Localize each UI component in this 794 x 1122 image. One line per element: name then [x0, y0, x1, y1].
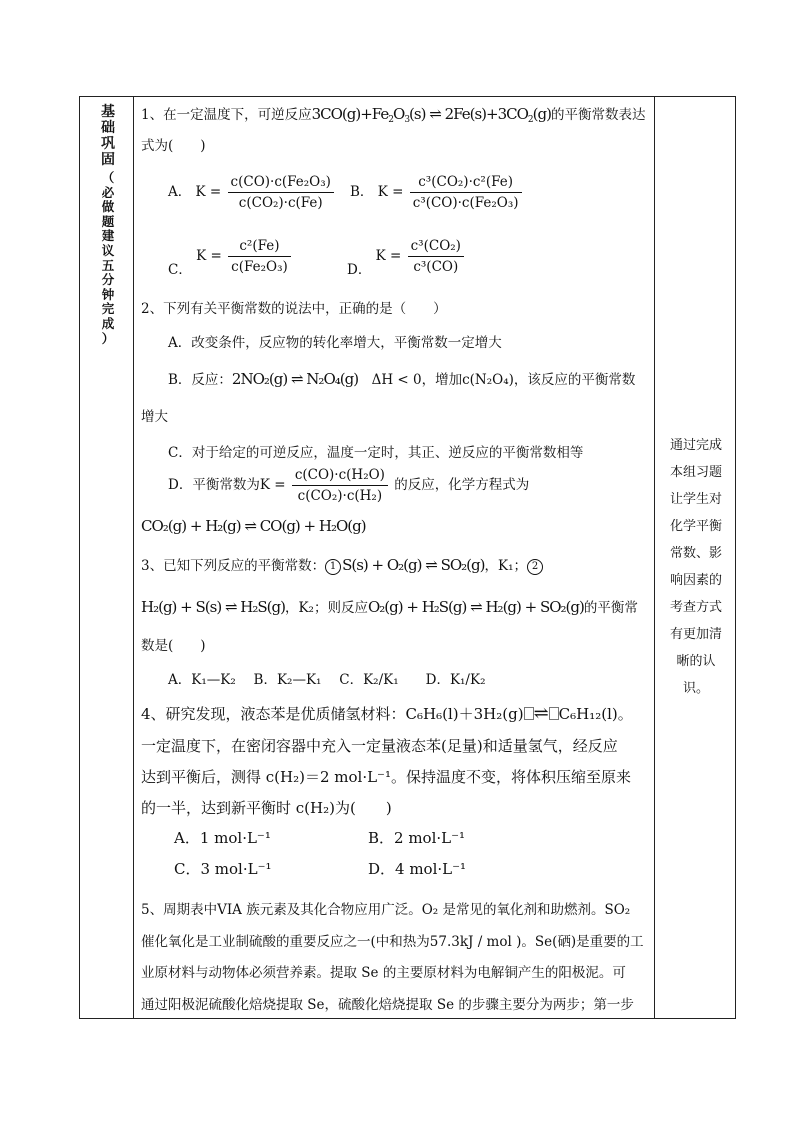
fraction-bar — [228, 192, 334, 193]
note-line: 响因素的 — [669, 573, 722, 588]
option-label: D． — [347, 262, 372, 278]
section-subtitle-char: 议 — [101, 242, 115, 258]
note-line: 晰的认 — [676, 654, 716, 669]
numerator: c³(CO₂)·c²(Fe) — [418, 174, 513, 190]
q4-stem-line1 — [141, 705, 633, 723]
denominator: c³(CO) — [413, 259, 459, 275]
q5-stem-line3: 业原材料与动物体必须营养素。提取 Se 的主要原材料为电解铜产生的阳极泥。可 — [141, 965, 626, 981]
column-divider-left — [133, 96, 134, 1019]
q2-option-d[interactable] — [168, 466, 529, 505]
q2-option-d-fraction — [292, 466, 388, 505]
equilibrium-arrow-icon: ⇌ — [533, 703, 549, 724]
q4-stem-line2: 一定温度下，在密闭容器中充入一定量液态苯(足量)和适量氢气，经反应 — [141, 737, 618, 755]
note-line: 考查方式 — [669, 600, 722, 615]
q1-option-d[interactable] — [347, 237, 466, 276]
equilibrium-arrow-icon: ⇌ — [429, 105, 441, 123]
q1-plus: + — [486, 105, 498, 123]
section-subtitle-char: 建 — [101, 228, 115, 244]
q3-equation-1: S(s) + O₂(g) ⇌ SO₂(g) — [342, 556, 485, 574]
note-line: 本组习题 — [669, 465, 722, 480]
denominator: c(Fe₂O₃) — [231, 259, 288, 275]
missing-glyph-icon — [524, 707, 534, 720]
q2-option-d-equation: CO₂(g) + H₂(g) ⇌ CO(g) + H₂O(g) — [141, 517, 366, 535]
option-text: ，增加c(N₂O₄)，该反应的平衡常数 — [421, 372, 636, 388]
q1-reactant1: 3CO(g) — [311, 105, 361, 123]
note-line: 化学平衡 — [669, 519, 722, 534]
q5-stem-line4: 通过阳极泥硫酸化焙烧提取 Se，硫酸化焙烧提取 Se 的步骤主要分为两步；第一步 — [141, 997, 634, 1013]
q1-r2-sub1: 2 — [388, 115, 393, 125]
note-line: 通过完成 — [669, 438, 722, 453]
section-subtitle — [97, 171, 119, 346]
circled-number-2: 2 — [527, 559, 543, 575]
q1-plus: + — [360, 105, 372, 123]
q1-option-a[interactable] — [168, 173, 336, 212]
fraction-bar — [410, 192, 522, 193]
option-label: B． — [350, 184, 374, 200]
q1-stem-text: 1、在一定温度下，可逆反应 — [141, 107, 312, 123]
denominator: c(CO₂)·c(Fe) — [238, 195, 323, 211]
section-title-char: 基 — [101, 104, 115, 120]
k-symbol: K = — [196, 248, 222, 264]
column-divider-right — [654, 96, 655, 1019]
note-line: 识。 — [682, 681, 709, 696]
missing-glyph-icon — [549, 707, 559, 720]
section-subtitle-char: ） — [101, 330, 115, 346]
option-label: C． — [168, 262, 192, 278]
k-symbol: K = — [375, 248, 402, 264]
k-symbol: K = — [195, 184, 222, 200]
q2-b-equation: 2NO₂(g) ⇌ N₂O₄(g) — [231, 370, 359, 388]
q4-option-c[interactable]: C．3 mol·L⁻¹ — [174, 860, 272, 878]
q1-p2-sub: 2 — [527, 115, 533, 125]
section-title-char: 巩 — [101, 136, 115, 152]
q5-stem-line1: 5、周期表中VIA 族元素及其化合物应用广泛。O₂ 是常见的氧化剂和助燃剂。SO₂ — [141, 902, 631, 918]
section-subtitle-char: （ — [101, 170, 115, 185]
q1-option-c-fraction — [228, 237, 291, 276]
q3-equation-2: H₂(g) + S(s) ⇌ H₂S(g) — [141, 598, 285, 616]
q1-product1: 2Fe(s) — [444, 105, 487, 123]
option-label: A． — [168, 184, 192, 200]
numerator: c(CO)·c(Fe₂O₃) — [230, 174, 331, 190]
circled-number-1: 1 — [325, 559, 341, 575]
q3-stem-line1 — [141, 556, 544, 575]
q4-stem-end: C₆H₁₂(l)。 — [558, 705, 633, 723]
note-line: 常数、影 — [669, 546, 722, 561]
option-text: B．反应： — [168, 372, 232, 388]
note-line: 有更加清 — [669, 627, 722, 642]
q2-option-b-continued: 增大 — [141, 409, 168, 425]
q2-option-b[interactable] — [168, 370, 635, 389]
q2-stem: 2、下列有关平衡常数的说法中，正确的是（ ） — [141, 301, 447, 317]
q1-p2-state: (g) — [532, 105, 551, 123]
q4-option-d[interactable]: D．4 mol·L⁻¹ — [368, 860, 467, 878]
q1-stem-suffix: 的平衡常数表达 — [550, 107, 646, 123]
section-subtitle-char: 成 — [101, 315, 115, 331]
section-subtitle-char: 题 — [101, 213, 115, 229]
q3-stem-line3: 数是( ) — [141, 638, 206, 654]
q4-option-b[interactable]: B．2 mol·L⁻¹ — [368, 829, 466, 847]
q1-option-c[interactable] — [168, 237, 293, 276]
section-title — [97, 104, 119, 168]
section-subtitle-char: 钟 — [101, 286, 115, 302]
q3-equation-3: O₂(g) + H₂S(g) ⇌ H₂(g) + SO₂(g) — [367, 598, 584, 616]
q3-stem-line2 — [141, 598, 638, 617]
q4-stem-text: 4、研究发现，液态苯是优质储氢材料：C₆H₆(l)＋3H₂(g) — [141, 705, 524, 723]
q1-option-b-fraction — [410, 173, 522, 212]
option-text: D．平衡常数为K = — [168, 477, 286, 493]
q1-r2-state: (s) — [409, 105, 426, 123]
q2-option-a[interactable]: A．改变条件，反应物的转化率增大，平衡常数一定增大 — [168, 335, 502, 351]
section-subtitle-char: 必 — [101, 184, 115, 200]
note-line: 让学生对 — [669, 492, 722, 507]
q3-options[interactable]: A．K₁—K₂ B．K₂—K₁ C．K₂/K₁ D．K₁/K₂ — [168, 672, 486, 688]
q1-reactant2: Fe — [371, 105, 389, 123]
q5-stem-line2: 催化氧化是工业制硫酸的重要反应之一(中和热为57.3kJ / mol )。Se(硒)是重要的工 — [141, 934, 644, 950]
section-subtitle-char: 完 — [101, 301, 115, 317]
section-subtitle-char: 分 — [101, 272, 115, 288]
numerator: c(CO)·c(H₂O) — [294, 467, 385, 483]
q2-b-enthalpy: ΔH < 0 — [371, 372, 422, 388]
q1-stem-line1 — [141, 105, 645, 124]
q3-k2-text: ，K₂；则反应 — [284, 600, 368, 616]
option-text: 的反应，化学方程式为 — [394, 477, 530, 493]
teaching-note — [660, 432, 732, 702]
q3-stem-suffix: 的平衡常 — [583, 600, 638, 616]
q3-stem-text: 3、已知下列反应的平衡常数： — [141, 558, 326, 574]
q4-stem-line4: 的一半，达到新平衡时 c(H₂)为( ) — [141, 799, 392, 817]
numerator: c³(CO₂) — [410, 238, 461, 254]
section-title-char: 固 — [101, 152, 115, 168]
q1-product2: 3CO — [497, 105, 528, 123]
q3-k1: ，K₁； — [484, 558, 527, 574]
denominator: c(CO₂)·c(H₂) — [297, 488, 383, 504]
q4-option-a[interactable]: A．1 mol·L⁻¹ — [174, 829, 271, 847]
q1-stem-line2: 式为( ) — [141, 138, 206, 154]
q1-r2-sub2: 3 — [404, 115, 410, 125]
fraction-bar — [292, 485, 388, 486]
q1-r2-mid: O — [393, 105, 405, 123]
section-subtitle-char: 五 — [101, 257, 115, 273]
fraction-bar — [408, 256, 464, 257]
k-symbol: K = — [377, 184, 404, 200]
section-title-char: 础 — [101, 120, 115, 136]
fraction-bar — [228, 256, 291, 257]
denominator: c³(CO)·c(Fe₂O₃) — [412, 195, 519, 211]
q1-option-b[interactable] — [350, 173, 524, 212]
section-subtitle-char: 做 — [101, 199, 115, 215]
numerator: c²(Fe) — [239, 238, 280, 254]
q2-option-c[interactable]: C．对于给定的可逆反应，温度一定时，其正、逆反应的平衡常数相等 — [168, 445, 584, 461]
q1-equation — [312, 105, 551, 123]
q1-option-d-fraction — [408, 237, 464, 276]
q1-option-a-fraction — [228, 173, 334, 212]
q4-stem-line3: 达到平衡后，测得 c(H₂)＝2 mol·L⁻¹。保持温度不变，将体积压缩至原来 — [141, 768, 631, 786]
